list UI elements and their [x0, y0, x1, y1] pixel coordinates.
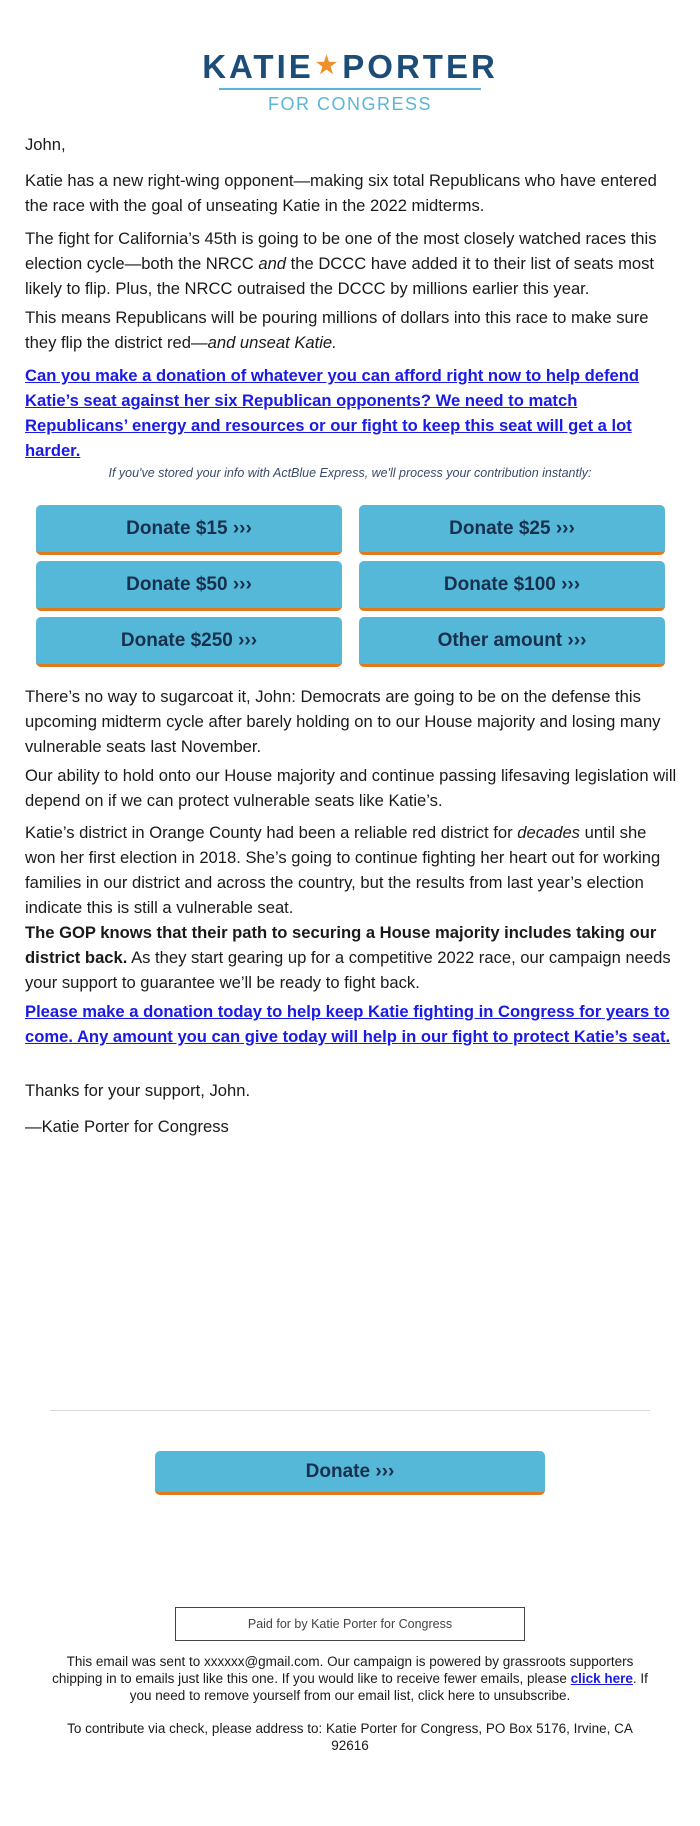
- logo-name: [0, 48, 700, 85]
- logo-rule: [219, 88, 481, 90]
- donate-other-amount-button[interactable]: Other amount ›››: [359, 617, 665, 667]
- paragraph-2: The fight for California’s 45th is going to be one of the most closely watched races this election cycle—both the NRCC and the DCCC have added it to their list of seats most likely to flip. Plus, the NRCC outraised the DCCC by millions earlier this year.: [25, 229, 657, 298]
- donate-15-button[interactable]: Donate $15 ›››: [36, 505, 342, 555]
- fewer-emails-link[interactable]: click here: [570, 1671, 633, 1686]
- star-icon: ★: [315, 52, 341, 79]
- paragraph-1: Katie has a new right-wing opponent—making six total Republicans who have entered the race with the goal of unseating Katie in the 2022 midterms.: [25, 171, 657, 215]
- logo-first: KATIE: [202, 48, 314, 85]
- paragraph-5: Our ability to hold onto our House majority and continue passing lifesaving legislation will depend on if we can protect vulnerable seats like Katie’s.: [25, 766, 677, 810]
- katie-porter-logo: [0, 48, 700, 115]
- paragraph-3: This means Republicans will be pouring millions of dollars into this race to make sure they flip the district red—and unseat Katie.: [25, 308, 649, 352]
- actblue-express-note: If you've stored your info with ActBlue Express, we'll process your contribution instantly:: [108, 466, 592, 480]
- donation-appeal-1: [25, 363, 679, 463]
- paragraph-7: The GOP knows that their path to securing a House majority includes taking our district back. As they start gearing up for a competitive 2022 race, our campaign needs your support to guarantee we’ll be ready to fight back.: [25, 923, 671, 992]
- greeting: John,: [25, 135, 66, 154]
- footer-address: To contribute via check, please address to: Katie Porter for Congress, PO Box 5176, Irvine, CA 92616: [67, 1721, 633, 1753]
- logo-subtitle: FOR CONGRESS: [267, 94, 432, 114]
- signoff: —Katie Porter for Congress: [25, 1117, 229, 1136]
- paid-for-disclaimer: Paid for by Katie Porter for Congress: [175, 1607, 525, 1641]
- divider: [50, 1410, 650, 1411]
- donation-link-2[interactable]: Please make a donation today to help keep Katie fighting in Congress for years to come. Any amount you can give today will help in our fight to protect Katie’s seat.: [25, 1002, 671, 1046]
- paragraph-6: Katie’s district in Orange County had been a reliable red district for decades until she won her first election in 2018. She’s going to continue fighting her heart out for working families in our district and across the country, but the results from last year’s election indicate this is still a vulnerable seat.: [25, 823, 661, 917]
- footer-email-notice: This email was sent to xxxxxx@gmail.com. Our campaign is powered by grassroots supporters chipping in to emails just like this one. If you would like to receive fewer emails, please click here. If you need to remove yourself from our email list, click here to unsubscribe.: [52, 1654, 648, 1703]
- donate-50-button[interactable]: Donate $50 ›››: [36, 561, 342, 611]
- donation-appeal-2: [25, 999, 679, 1049]
- paragraph-4: There’s no way to sugarcoat it, John: Democrats are going to be on the defense this upcoming midterm cycle after barely holding on to our House majority and losing many vulnerable seats last November.: [25, 687, 661, 756]
- donate-button[interactable]: Donate ›››: [155, 1451, 545, 1495]
- donation-link-1[interactable]: Can you make a donation of whatever you can afford right now to help defend Katie’s seat against her six Republican opponents? We need to match Republicans’ energy and resources or our fight to keep this seat will get a lot harder.: [25, 366, 640, 460]
- donate-25-button[interactable]: Donate $25 ›››: [359, 505, 665, 555]
- logo-last: PORTER: [342, 48, 498, 85]
- thanks-line: Thanks for your support, John.: [25, 1081, 251, 1100]
- donate-100-button[interactable]: Donate $100 ›››: [359, 561, 665, 611]
- donate-250-button[interactable]: Donate $250 ›››: [36, 617, 342, 667]
